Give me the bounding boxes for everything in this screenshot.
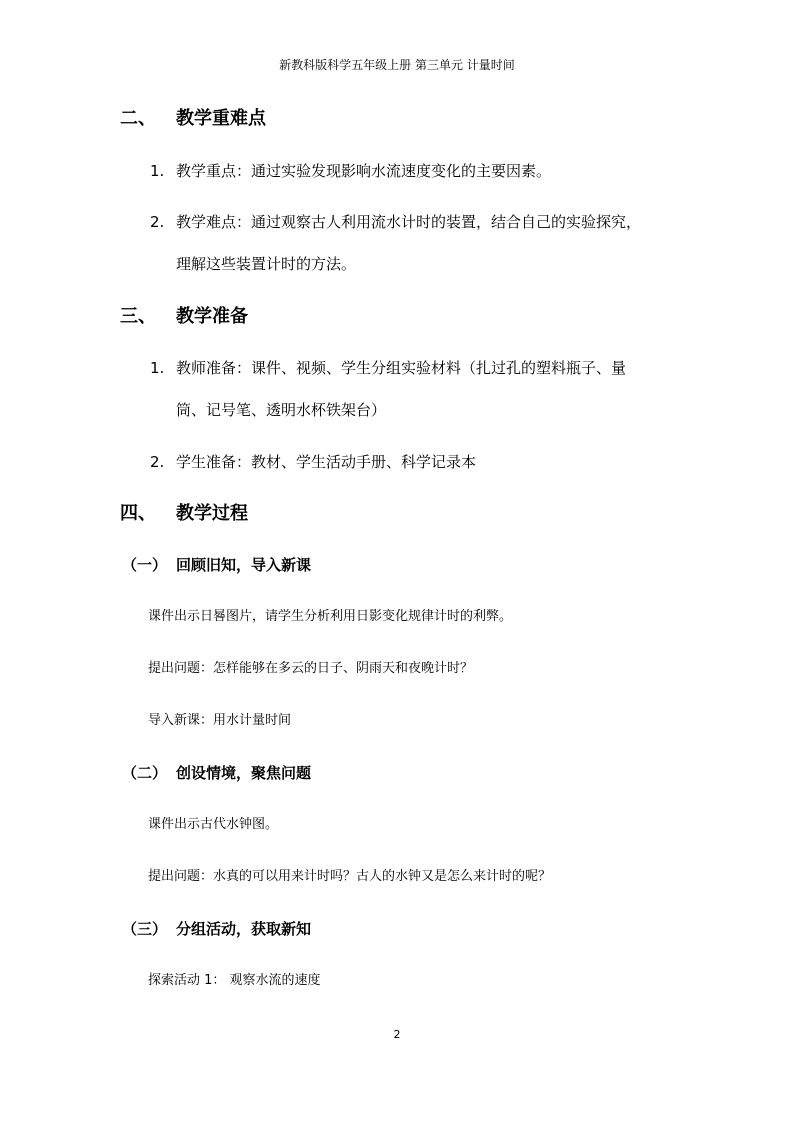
section-title: 教学重难点 bbox=[176, 108, 266, 129]
paragraph: 课件出示古代水钟图。 bbox=[148, 817, 279, 832]
paragraph: 提出问题：水真的可以用来计时吗？古人的水钟又是怎么来计时的呢？ bbox=[148, 869, 552, 884]
list-item-student-prep bbox=[150, 452, 476, 472]
subsection-number: （二） bbox=[122, 764, 168, 782]
subsection-title: 创设情境，聚焦问题 bbox=[176, 764, 312, 782]
list-item-text: 学生准备：教材、学生活动手册、科学记录本 bbox=[176, 453, 477, 471]
list-index: 1. bbox=[150, 359, 165, 377]
list-item-text: 教学重点：通过实验发现影响水流速度变化的主要因素。 bbox=[176, 162, 552, 180]
page-number: 2 bbox=[393, 1028, 401, 1041]
list-item-teaching-focus bbox=[150, 161, 551, 181]
paragraph: 课件出示日晷图片，请学生分析利用日影变化规律计时的利弊。 bbox=[148, 609, 513, 624]
subsection-number: （三） bbox=[122, 920, 168, 938]
list-index: 1. bbox=[150, 162, 165, 180]
subsection-heading-group-activity bbox=[122, 919, 311, 939]
section-heading-process bbox=[120, 502, 248, 526]
subsection-number: （一） bbox=[122, 556, 168, 574]
section-title: 教学过程 bbox=[176, 503, 248, 524]
list-index: 2. bbox=[150, 453, 165, 471]
list-item-text: 教师准备：课件、视频、学生分组实验材料（扎过孔的塑料瓶子、量 bbox=[176, 359, 627, 377]
subsection-heading-review bbox=[122, 555, 311, 575]
section-title: 教学准备 bbox=[176, 306, 248, 327]
subsection-heading-scenario bbox=[122, 763, 311, 783]
list-item-continuation: 理解这些装置计时的方法。 bbox=[176, 255, 357, 273]
section-heading-preparation bbox=[120, 305, 248, 329]
paragraph: 探索活动 1： 观察水流的速度 bbox=[148, 973, 321, 988]
section-number: 四、 bbox=[120, 503, 156, 524]
page-header: 新教科版科学五年级上册 第三单元 计量时间 bbox=[279, 58, 515, 72]
subsection-title: 回顾旧知，导入新课 bbox=[176, 556, 312, 574]
paragraph: 提出问题：怎样能够在多云的日子、阴雨天和夜晚计时？ bbox=[148, 661, 474, 676]
paragraph: 导入新课：用水计量时间 bbox=[148, 713, 292, 728]
list-item-teaching-difficulty bbox=[150, 212, 641, 232]
section-number: 二、 bbox=[120, 108, 156, 129]
list-item-teacher-prep bbox=[150, 358, 626, 378]
list-index: 2. bbox=[150, 213, 165, 231]
section-number: 三、 bbox=[120, 306, 156, 327]
subsection-title: 分组活动，获取新知 bbox=[176, 920, 312, 938]
section-heading-key-points bbox=[120, 107, 266, 131]
list-item-text: 教学难点：通过观察古人利用流水计时的装置，结合自己的实验探究， bbox=[176, 213, 642, 231]
list-item-continuation: 筒、记号笔、透明水杯铁架台） bbox=[176, 401, 387, 419]
